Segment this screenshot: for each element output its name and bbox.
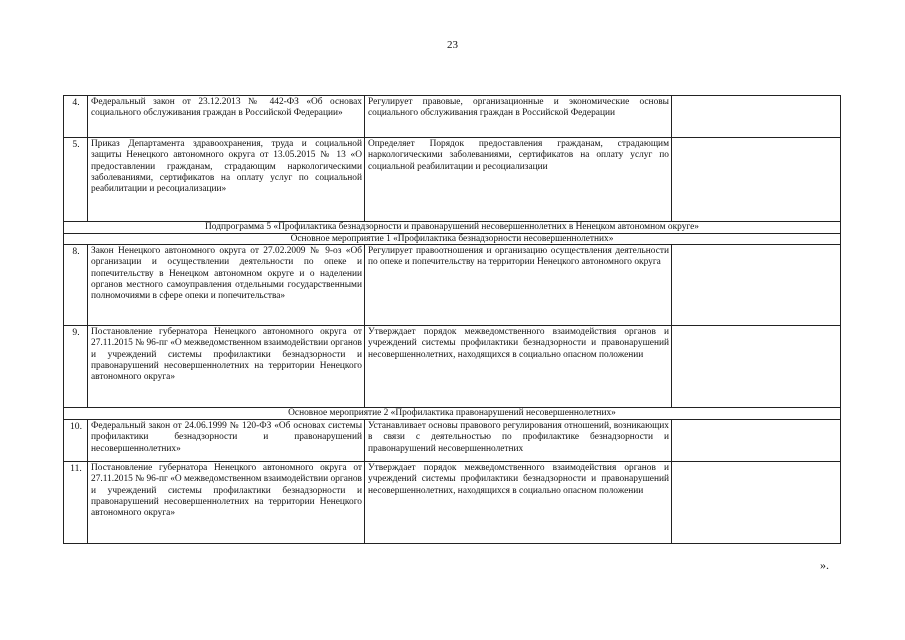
legal-act-cell: Постановление губернатора Ненецкого автономного округа от 27.11.2015 № 96-пг «О межведомственном взаимодействии органов и учреждений системы профилактики безнадзорности и правонарушений несовершеннолетних на территории Ненецкого автономного округа» <box>88 326 365 408</box>
empty-cell <box>672 138 841 222</box>
empty-cell <box>672 245 841 326</box>
row-number: 9. <box>64 326 88 408</box>
subprogram-heading: Подпрограмма 5 «Профилактика безнадзорности и правонарушений несовершеннолетних в Ненецком автономном округе» <box>64 222 841 234</box>
description-cell: Регулирует правоотношения и организацию осуществления деятельности по опеке и попечительству на территории Ненецкого автономного округа <box>365 245 672 326</box>
table-row <box>64 138 841 222</box>
row-number: 8. <box>64 245 88 326</box>
table-row <box>64 462 841 544</box>
legal-act-cell: Федеральный закон от 24.06.1999 № 120-ФЗ «Об основах системы профилактики безнадзорности и правонарушений несовершеннолетних» <box>88 420 365 462</box>
legal-act-cell: Федеральный закон от 23.12.2013 № 442-ФЗ «Об основах социального обслуживания граждан в Российской Федерации» <box>88 96 365 138</box>
table-row <box>64 326 841 408</box>
description-cell: Регулирует правовые, организационные и экономические основы социального обслуживания граждан в Российской Федерации <box>365 96 672 138</box>
main-activity-heading: Основное мероприятие 1 «Профилактика безнадзорности несовершеннолетних» <box>64 233 841 245</box>
section-row <box>64 222 841 234</box>
legal-act-cell: Постановление губернатора Ненецкого автономного округа от 27.11.2015 № 96-пг «О межведомственном взаимодействии органов и учреждений системы профилактики безнадзорности и правонарушений несовершеннолетних на территории Ненецкого автономного округа» <box>88 462 365 544</box>
table-row <box>64 420 841 462</box>
legal-act-cell: Приказ Департамента здравоохранения, труда и социальной защиты Ненецкого автономного округа от 13.05.2015 № 13 «О предоставлении гражданам, страдающим наркологическими заболеваниями, сертификатов на оплату услуг по социальной реабилитации и ресоциализации» <box>88 138 365 222</box>
section-row <box>64 233 841 245</box>
legal-act-cell: Закон Ненецкого автономного округа от 27.02.2009 № 9-оз «Об организации и осуществлении деятельности по опеке и попечительству в Ненецком автономном округе и о наделении органов местного самоуправления отдельными государственными полномочиями в сфере опеки и попечительства» <box>88 245 365 326</box>
page-number: 23 <box>447 39 458 51</box>
main-activity-heading: Основное мероприятие 2 «Профилактика правонарушений несовершеннолетних» <box>64 408 841 420</box>
description-cell: Определяет Порядок предоставления гражданам, страдающим наркологическими заболеваниями, сертификатов на оплату услуг по социальной реабилитации и ресоциализации <box>365 138 672 222</box>
section-row <box>64 408 841 420</box>
table-row <box>64 96 841 138</box>
empty-cell <box>672 462 841 544</box>
empty-cell <box>672 420 841 462</box>
description-cell: Утверждает порядок межведомственного взаимодействия органов и учреждений системы профилактики безнадзорности и правонарушений несовершеннолетних, находящихся в социально опасном положении <box>365 462 672 544</box>
row-number: 11. <box>64 462 88 544</box>
empty-cell <box>672 326 841 408</box>
table-row <box>64 245 841 326</box>
row-number: 4. <box>64 96 88 138</box>
row-number: 10. <box>64 420 88 462</box>
legal-acts-table <box>63 95 841 544</box>
closing-quote-mark: ». <box>820 558 829 572</box>
row-number: 5. <box>64 138 88 222</box>
empty-cell <box>672 96 841 138</box>
description-cell: Устанавливает основы правового регулирования отношений, возникающих в связи с деятельностью по профилактике безнадзорности и правонарушений несовершеннолетних <box>365 420 672 462</box>
description-cell: Утверждает порядок межведомственного взаимодействия органов и учреждений системы профилактики безнадзорности и правонарушений несовершеннолетних, находящихся в социально опасном положении <box>365 326 672 408</box>
